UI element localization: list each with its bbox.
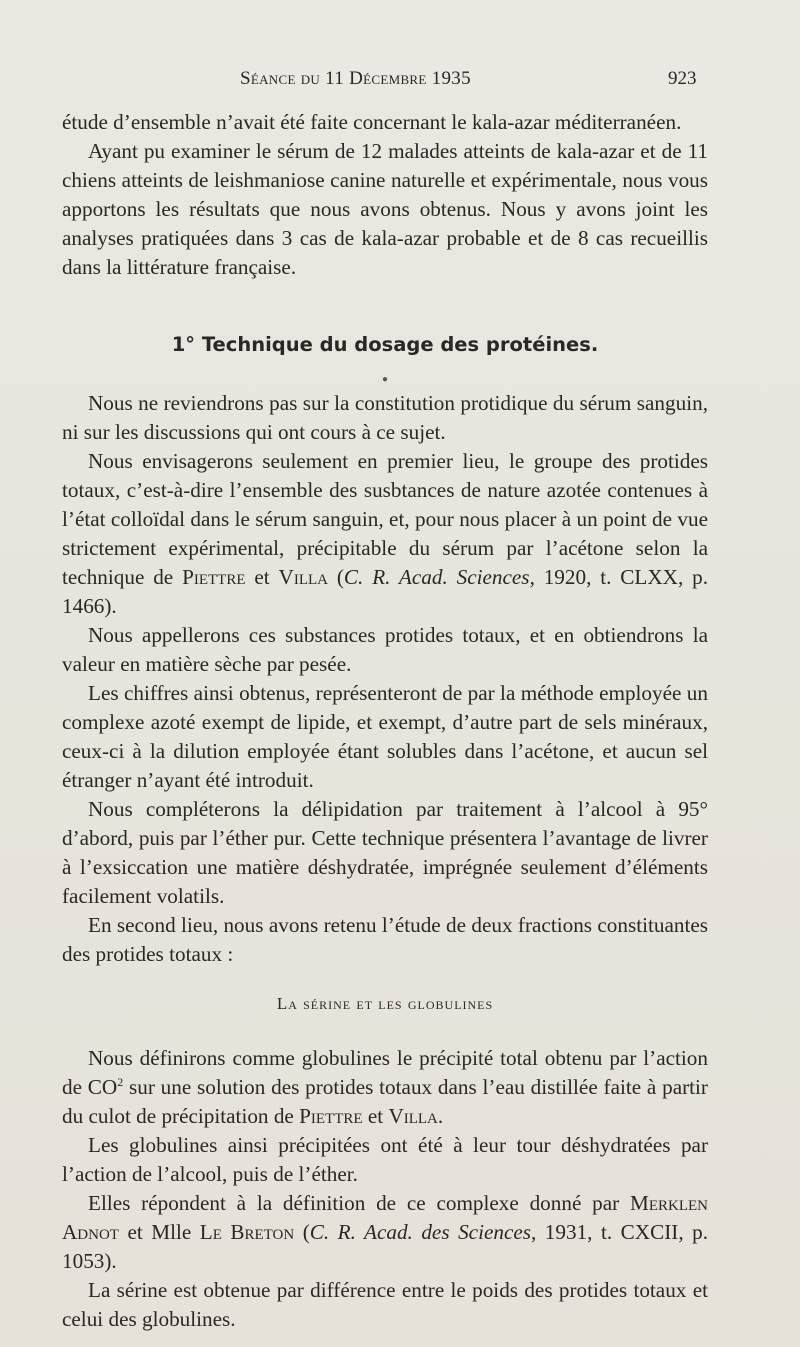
paragraph-text: Nous envisagerons seulement en premier lieu, le groupe des protides totaux, c’est-à-dire l’ensemble des susbtances de nature azotée contenues à l’état colloïdal dans le sérum sanguin, et, pour nous placer à un point de vue strictement expérimental, précipitable du sérum par l’acétone selon la technique de xyxy=(62,449,708,589)
paragraph-text: . xyxy=(437,1104,444,1128)
author-name: Piettre xyxy=(182,565,246,589)
paragraph: Ayant pu examiner le sérum de 12 malades atteints de kala-azar et de 11 chiens atteints de leishmaniose canine naturelle et expérimentale, nous vous apportons les résultats que nous avons obtenus. Nous y avons joint les analyses pratiquées dans 3 cas de kala-azar probable et de 8 cas recueillis dans la littérature française. xyxy=(62,139,708,279)
paragraph-text: et Mlle xyxy=(118,1220,200,1244)
paragraph: Les globulines ainsi précipitées ont été à leur tour déshydratées par l’action de l’alcool, puis de l’éther. xyxy=(62,1133,708,1186)
paragraph-text: et xyxy=(245,565,279,589)
paragraph: Nous ne reviendrons pas sur la constitution protidique du sérum sanguin, ni sur les discussions qui ont cours à ce sujet. xyxy=(62,391,708,444)
header-title: Séance du 11 Décembre 1935 xyxy=(240,68,471,89)
superscript: 2 xyxy=(117,1074,124,1089)
running-header xyxy=(0,68,800,98)
paragraph-text: Elles répondent à la définition de ce complexe donné par xyxy=(88,1191,630,1215)
paragraph: Nous appellerons ces substances protides totaux, et en obtiendrons la valeur en matière sèche par pesée. xyxy=(62,623,708,676)
reference-journal: C. R. Acad. des Sciences xyxy=(309,1220,532,1244)
reference-details: , 1931, t. CXCII, p. 1053). xyxy=(62,1220,708,1273)
paragraph: Les chiffres ainsi obtenus, représenteront de par la méthode employée un complexe azoté exempt de lipide, et exempt, d’autre part de sels minéraux, ceux-ci à la dilution employée étant solubles dans l’acétone, et aucun sel étranger n’ayant été introduit. xyxy=(62,681,708,792)
body-text xyxy=(62,108,708,1334)
section-heading: 1° Technique du dosage des protéines. xyxy=(171,333,599,356)
reference-details: , 1920, t. CLXX, p. 1466). xyxy=(62,565,709,618)
paragraph-text: ( xyxy=(294,1220,310,1244)
paragraph xyxy=(62,447,708,621)
ornament-dot-icon: ● xyxy=(381,374,389,385)
paragraph-text: ( xyxy=(328,565,344,589)
page-number: 923 xyxy=(668,68,697,89)
author-name: Villa xyxy=(388,1104,438,1128)
author-name: Piettre xyxy=(299,1104,363,1128)
author-name: Villa xyxy=(278,565,328,589)
paragraph: La sérine est obtenue par différence entre le poids des protides totaux et celui des globulines. xyxy=(62,1278,708,1331)
paragraph: Nous compléterons la délipidation par traitement à l’alcool à 95° d’abord, puis par l’éther pur. Cette technique présentera l’avantage de livrer à l’exsiccation une matière déshydratée, imprégnée seulement d’éléments facilement volatils. xyxy=(62,797,708,908)
author-name: Merklen Adnot xyxy=(62,1191,708,1244)
reference-journal: C. R. Acad. Sciences xyxy=(343,565,530,589)
paragraph xyxy=(62,1189,708,1276)
paragraph-text: sur une solution des protides totaux dans l’eau distillée faite à partir du culot de précipitation de xyxy=(62,1075,708,1128)
paragraph: étude d’ensemble n’avait été faite concernant le kala-azar méditerranéen. xyxy=(62,110,682,134)
paragraph xyxy=(62,1044,708,1131)
subheading: La sérine et les globulines xyxy=(276,994,494,1013)
paragraph-text: et xyxy=(362,1104,389,1128)
paragraph: En second lieu, nous avons retenu l’étude de deux fractions constituantes des protides totaux : xyxy=(62,913,708,966)
author-name: Le Breton xyxy=(199,1220,295,1244)
paragraph-text: Nous définirons comme globulines le précipité total obtenu par l’action de CO xyxy=(62,1046,708,1099)
